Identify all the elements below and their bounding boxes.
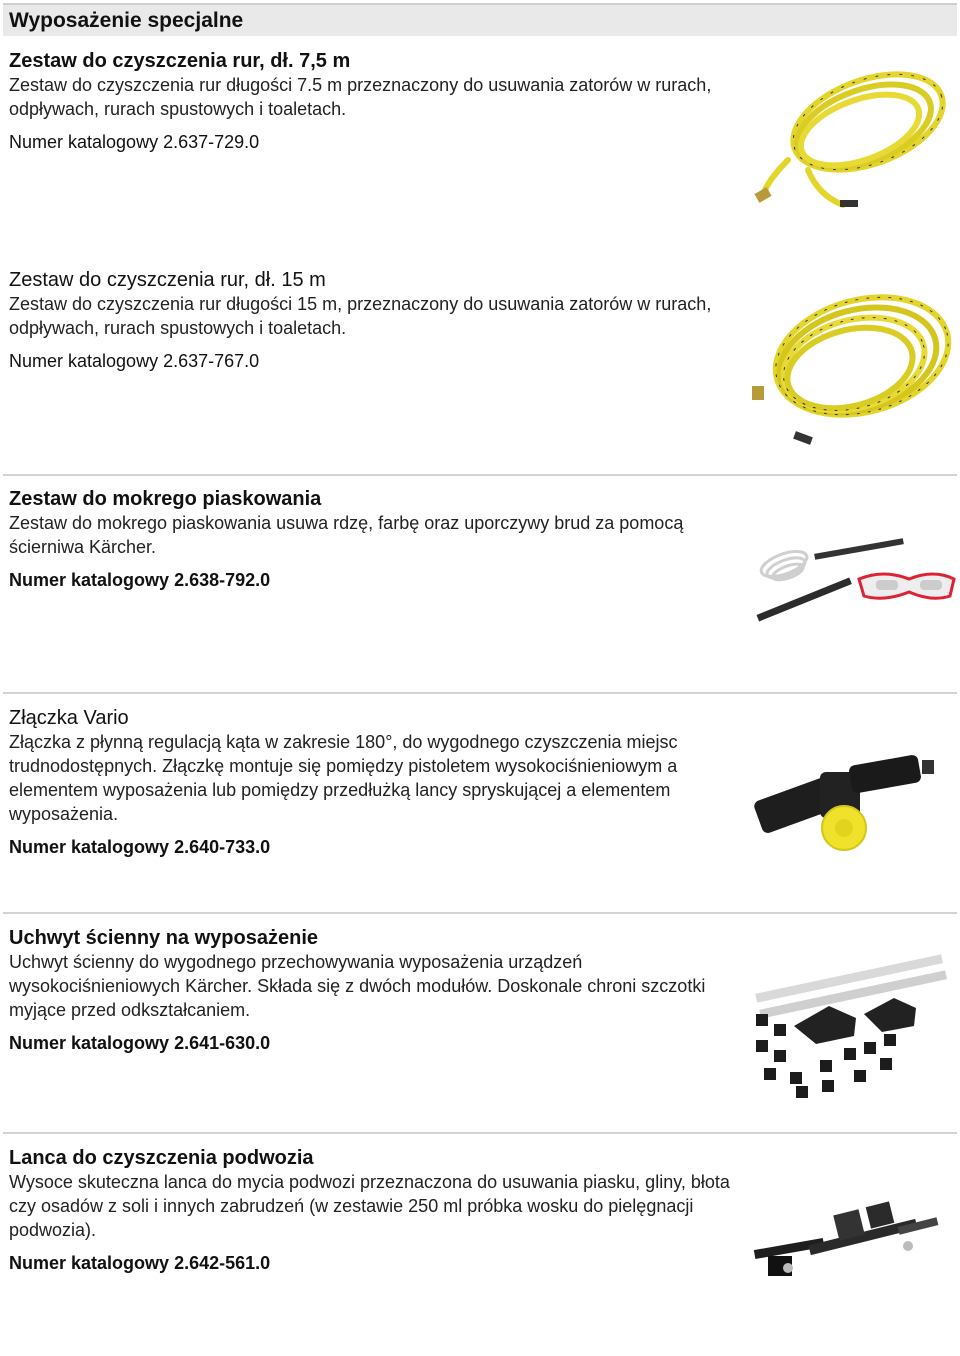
product-description: Zestaw do czyszczenia rur długości 7.5 m przeznaczony do usuwania zatorów w rurach, odpływach, rurach spustowych i toaletach. (9, 75, 712, 119)
sandblasting-kit-icon (744, 524, 958, 624)
large-yellow-hose-coil-icon (744, 276, 958, 456)
section-divider (3, 1132, 957, 1134)
product-description: Uchwyt ścienny do wygodnego przechowywania wyposażenia urządzeń wysokociśnieniowych Kärcher. Składa się z dwóch modułów. Doskonale chroni szczotki myjące przed odkształcaniem. (9, 952, 706, 1020)
product-title: Złączka Vario (9, 707, 129, 729)
product-catalog-number: Numer katalogowy 2.637-729.0 (9, 132, 260, 152)
product-title: Zestaw do czyszczenia rur, dł. 15 m (9, 269, 326, 291)
section-divider (3, 692, 957, 694)
section-header (3, 3, 957, 36)
product-catalog-number: Numer katalogowy 2.638-792.0 (9, 570, 271, 590)
product-item (0, 474, 960, 692)
yellow-hose-coil-icon (748, 60, 958, 220)
product-title: Lanca do czyszczenia podwozia (9, 1147, 314, 1169)
section-title: Wyposażenie specjalne (9, 9, 244, 32)
product-item (0, 692, 960, 912)
product-item (0, 254, 960, 474)
product-description: Zestaw do czyszczenia rur długości 15 m, przeznaczony do usuwania zatorów w rurach, odpływach, rurach spustowych i toaletach. (9, 294, 712, 338)
wall-holder-kit-icon (744, 936, 958, 1106)
product-description: Złączka z płynną regulacją kąta w zakresie 180°, do wygodnego czyszczenia miejsc trudnodostępnych. Złączkę montuje się pomiędzy pistoletem wysokociśnieniowym a elementem wyposażenia lub pomiędzy przedłużką lancy spryskującej a elementem wyposażenia. (9, 732, 678, 824)
product-catalog-number: Numer katalogowy 2.640-733.0 (9, 837, 271, 857)
product-title: Zestaw do czyszczenia rur, dł. 7,5 m (9, 50, 351, 72)
section-divider (3, 912, 957, 914)
product-description: Wysoce skuteczna lanca do mycia podwozi przeznaczona do usuwania piasku, gliny, błota czy osadów z soli i innych zabrudzeń (w zestawie 250 ml próbka wosku do pielęgnacji podwozia). (9, 1172, 730, 1240)
product-item (0, 912, 960, 1132)
product-description: Zestaw do mokrego piaskowania usuwa rdzę, farbę oraz uporczywy brud za pomocą ścierniwa Kärcher. (9, 513, 684, 557)
section-divider (3, 474, 957, 476)
vario-joint-icon (750, 732, 950, 882)
product-item (0, 40, 960, 254)
product-catalog-number: Numer katalogowy 2.641-630.0 (9, 1033, 271, 1053)
product-title: Uchwyt ścienny na wyposażenie (9, 927, 318, 949)
product-item (0, 1132, 960, 1356)
underbody-lance-icon (748, 1182, 954, 1302)
product-catalog-number: Numer katalogowy 2.637-767.0 (9, 351, 260, 371)
product-title: Zestaw do mokrego piaskowania (9, 488, 322, 510)
product-catalog-number: Numer katalogowy 2.642-561.0 (9, 1253, 271, 1273)
